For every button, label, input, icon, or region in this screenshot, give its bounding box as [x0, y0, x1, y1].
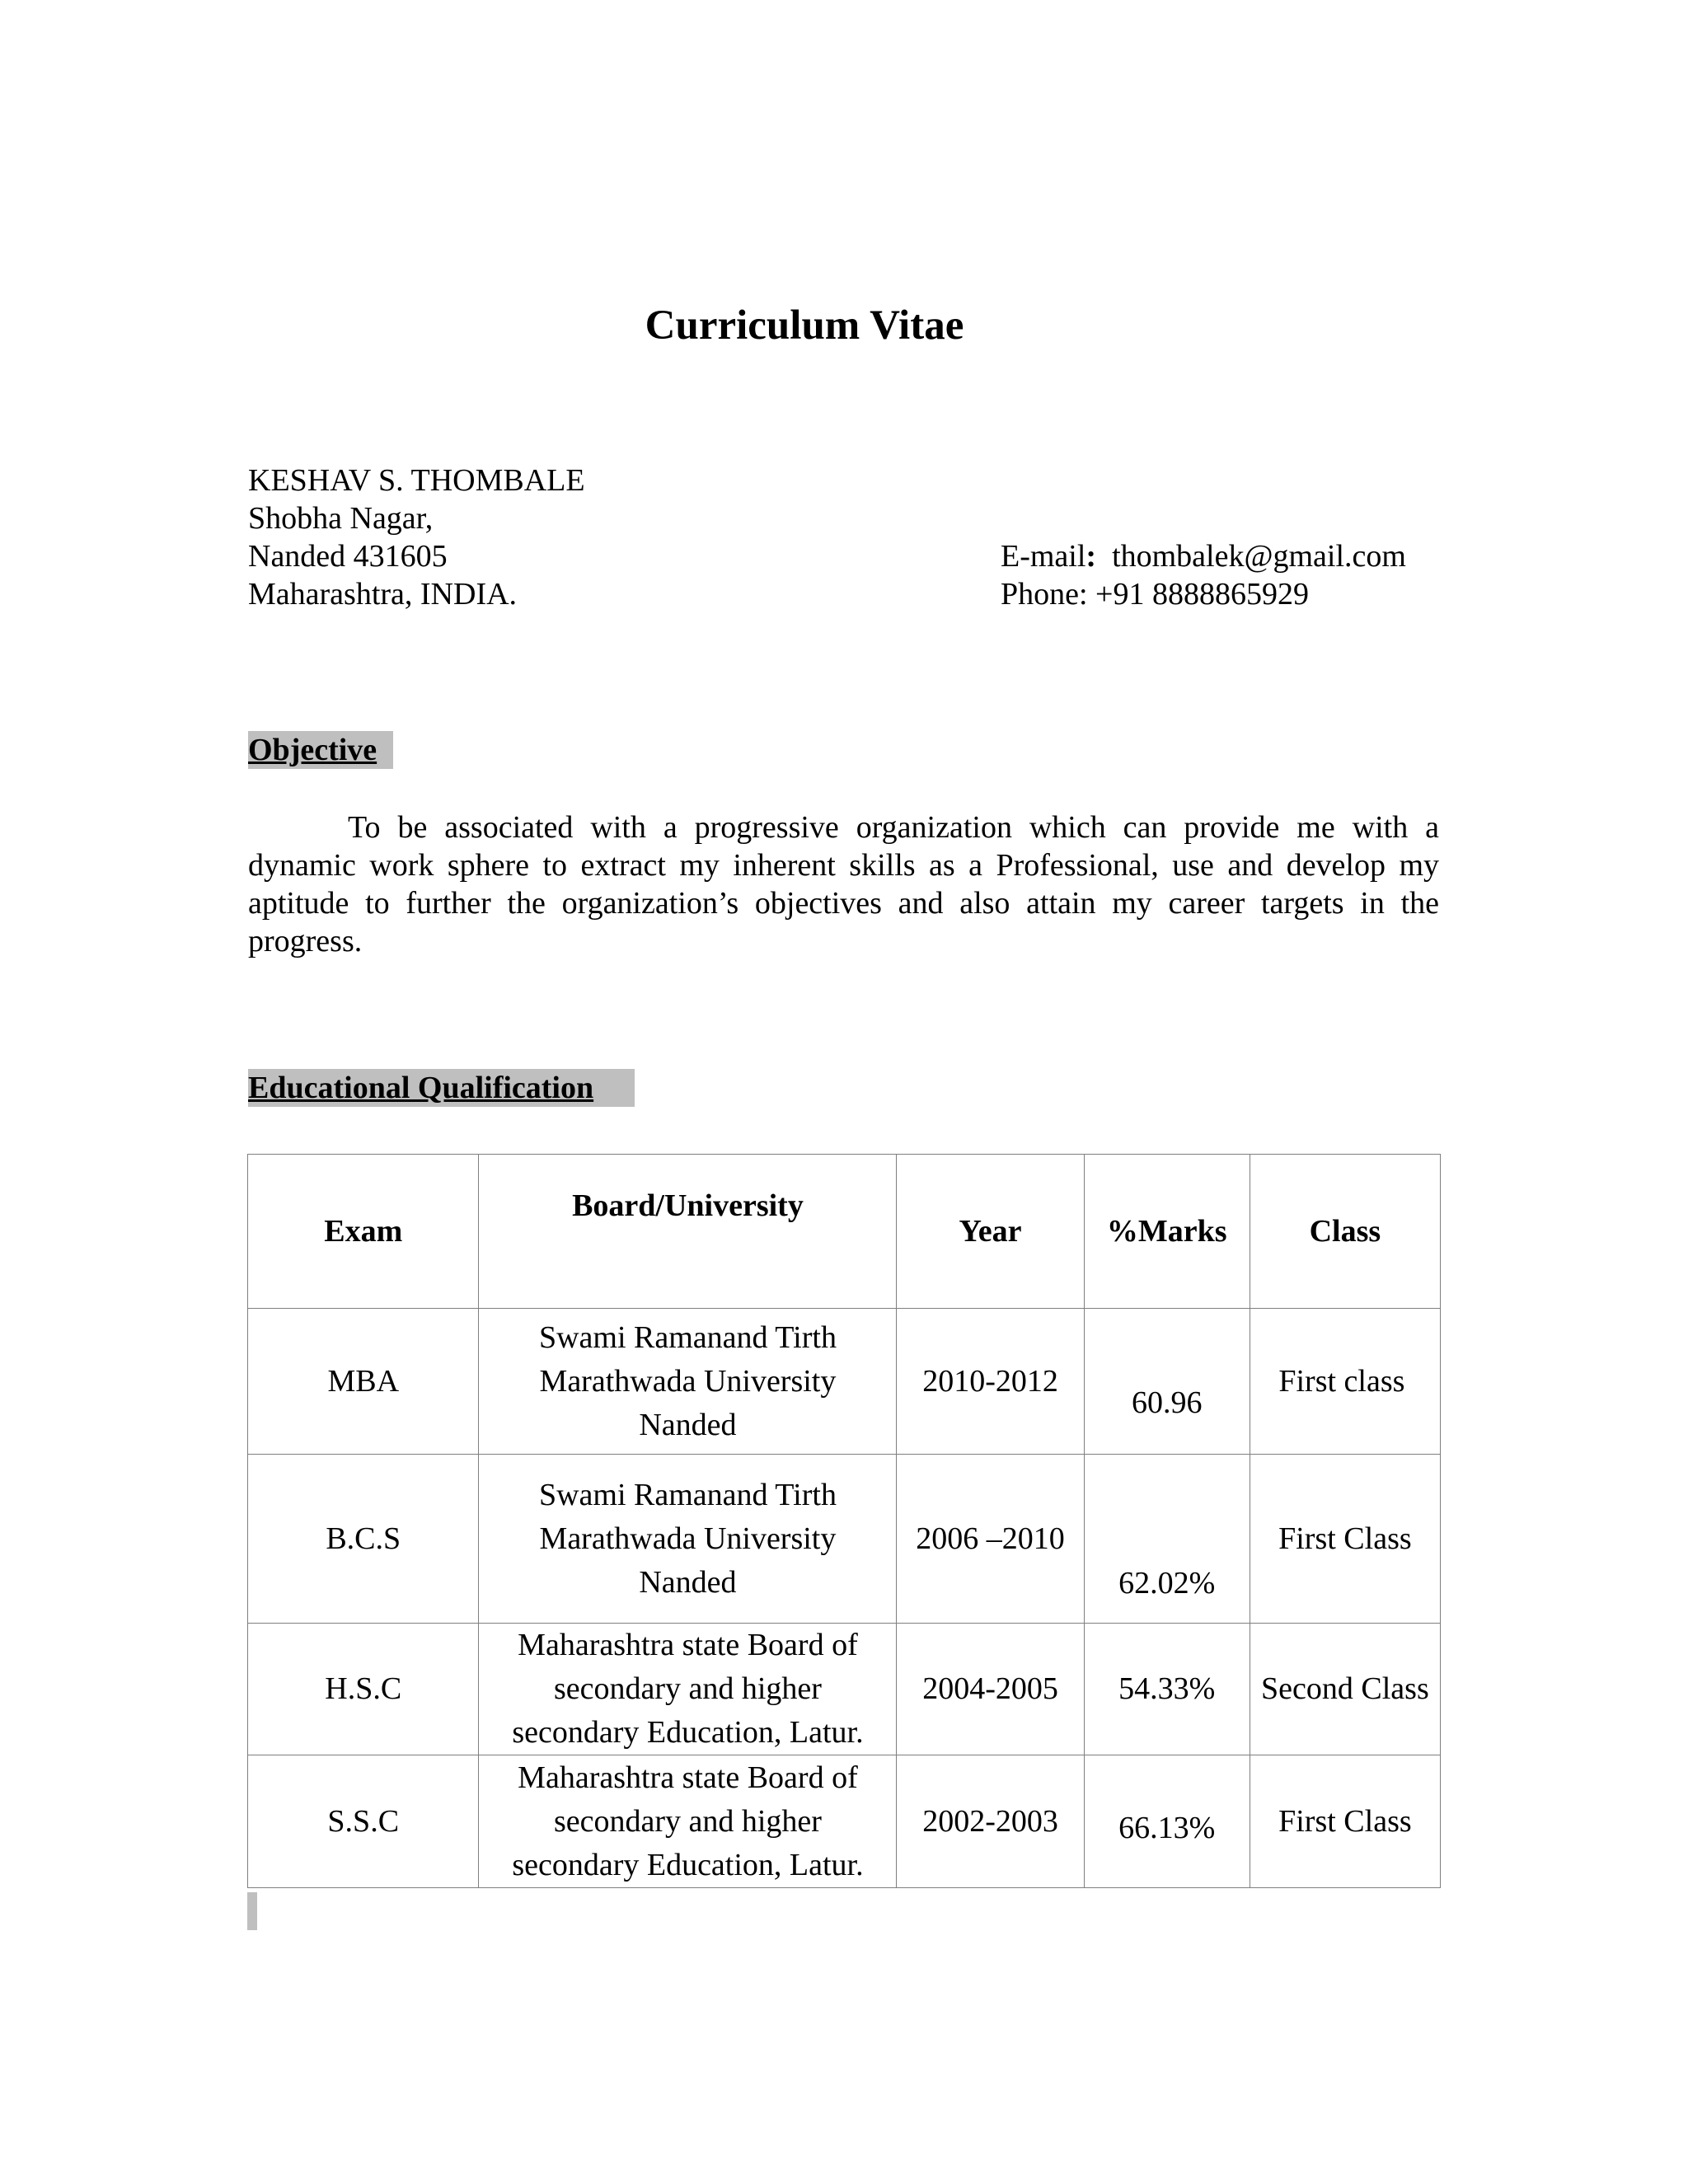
address-line-1: Shobha Nagar,: [248, 501, 434, 536]
board-line: secondary and higher: [553, 1671, 822, 1706]
email-line: [1001, 537, 1406, 575]
board-line: secondary Education, Latur.: [512, 1847, 864, 1882]
contact-block: [1001, 537, 1406, 613]
highlight-marker: [247, 1892, 257, 1930]
cell-board: [479, 1755, 897, 1888]
cell-exam: B.C.S: [248, 1455, 479, 1624]
education-table: [247, 1154, 1441, 1888]
cell-year: 2004-2005: [897, 1624, 1084, 1755]
board-line: Swami Ramanand Tirth: [538, 1477, 837, 1512]
marks-value: 62.02%: [1118, 1565, 1216, 1601]
cell-board: [479, 1455, 897, 1624]
column-header-marks: %Marks: [1084, 1155, 1250, 1309]
board-line: Nanded: [639, 1564, 737, 1600]
objective-text: To be associated with a progressive organization which can provide me with a dynamic work sphere to extract my inherent skills as a Professional, use and develop my aptitude to further the organization’s objectives and also attain my career targets in the progress.: [248, 810, 1439, 958]
address-line-2: Nanded 431605: [248, 539, 448, 574]
cell-class: First Class: [1250, 1455, 1440, 1624]
board-line: secondary Education, Latur.: [512, 1715, 864, 1750]
column-header-board: Board/University: [479, 1155, 897, 1309]
cell-class: First class: [1250, 1309, 1440, 1455]
board-line: Swami Ramanand Tirth: [538, 1319, 837, 1355]
address-line-3: Maharashtra, INDIA.: [248, 577, 518, 612]
address-block: [248, 462, 585, 613]
candidate-name: KESHAV S. THOMBALE: [248, 463, 585, 498]
board-line: Marathwada University: [539, 1521, 837, 1556]
cell-marks: 54.33%: [1084, 1624, 1250, 1755]
board-line: Marathwada University: [539, 1363, 837, 1399]
cell-year: 2010-2012: [897, 1309, 1084, 1455]
cell-marks: [1084, 1455, 1250, 1624]
objective-heading: Objective: [248, 731, 393, 769]
column-header-exam: Exam: [248, 1155, 479, 1309]
cell-exam: H.S.C: [248, 1624, 479, 1755]
cell-exam: MBA: [248, 1309, 479, 1455]
table-row: [248, 1309, 1441, 1455]
cell-year: 2002-2003: [897, 1755, 1084, 1888]
table-row: [248, 1755, 1441, 1888]
marks-value: 60.96: [1131, 1385, 1203, 1420]
table-row: [248, 1624, 1441, 1755]
board-line: Maharashtra state Board of: [518, 1760, 858, 1795]
column-header-class: Class: [1250, 1155, 1440, 1309]
document-title: Curriculum Vitae: [645, 302, 964, 349]
cell-marks: [1084, 1309, 1250, 1455]
email-label: E-mail: [1001, 539, 1086, 574]
cell-year: 2006 –2010: [897, 1455, 1084, 1624]
cell-board: [479, 1624, 897, 1755]
board-line: Nanded: [639, 1407, 737, 1442]
phone-line: Phone: +91 8888865929: [1001, 577, 1309, 612]
table-header-row: [248, 1155, 1441, 1309]
education-heading: Educational Qualification: [248, 1069, 635, 1107]
cell-class: First Class: [1250, 1755, 1440, 1888]
board-line: secondary and higher: [553, 1803, 822, 1839]
cell-exam: S.S.C: [248, 1755, 479, 1888]
cell-marks: [1084, 1755, 1250, 1888]
email-value[interactable]: thombalek@gmail.com: [1112, 539, 1406, 574]
cell-board: [479, 1309, 897, 1455]
table-row: [248, 1455, 1441, 1624]
board-line: Maharashtra state Board of: [518, 1628, 858, 1662]
column-header-year: Year: [897, 1155, 1084, 1309]
email-colon: :: [1085, 539, 1097, 574]
marks-value: 66.13%: [1118, 1810, 1216, 1845]
cell-class: Second Class: [1250, 1624, 1440, 1755]
